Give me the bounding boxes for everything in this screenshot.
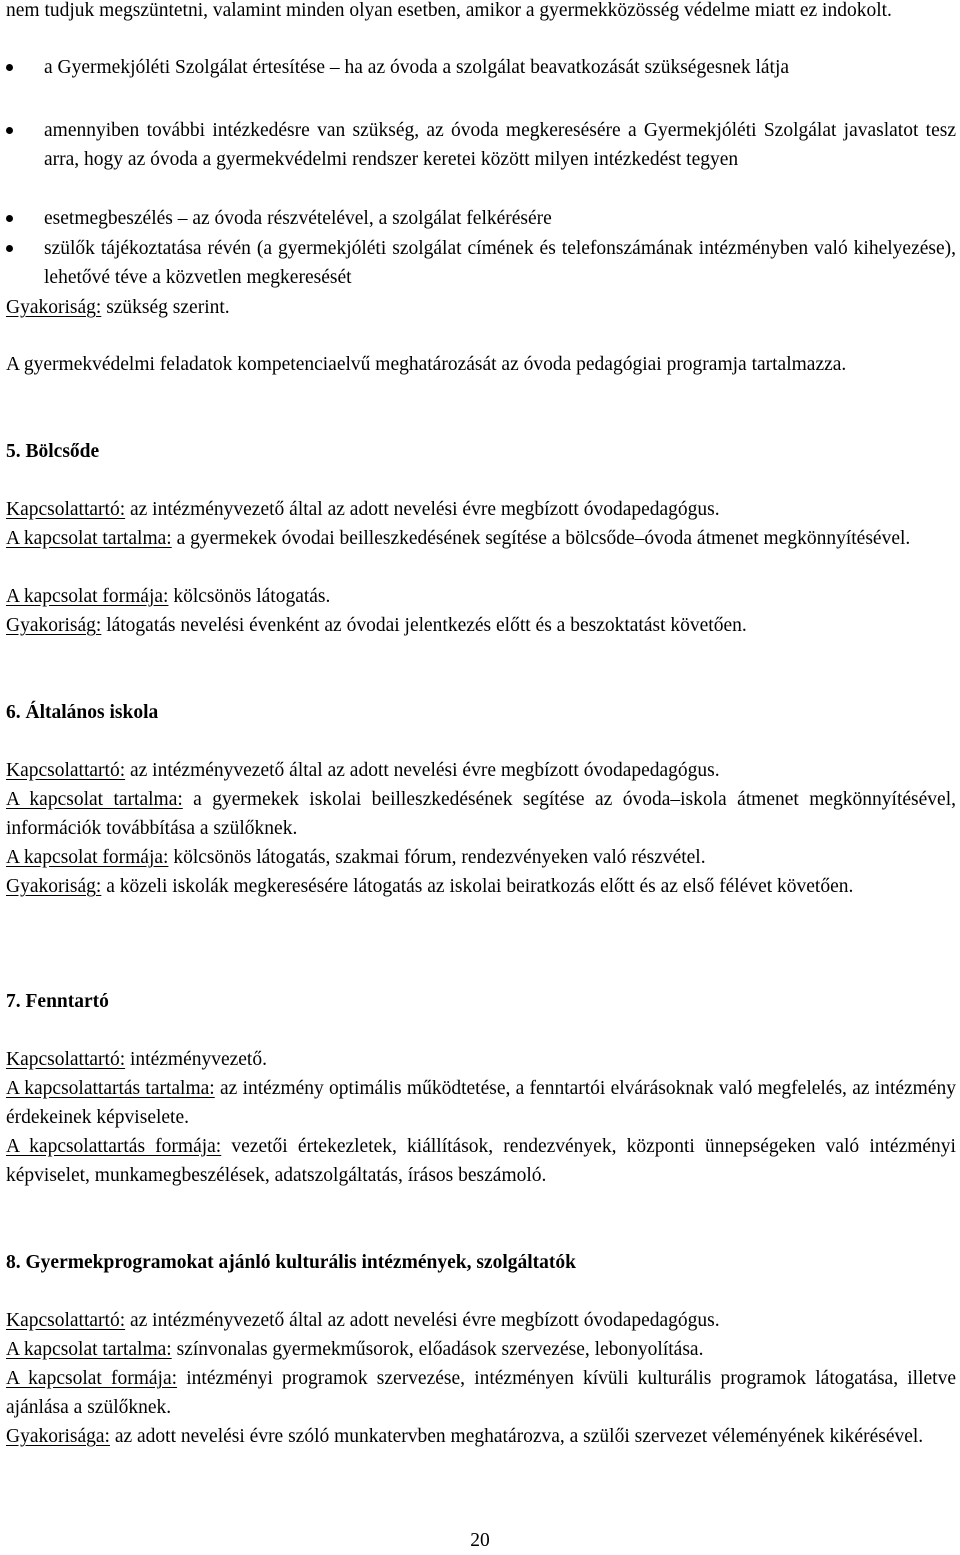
frequency-label: Gyakoriság: [6,876,102,897]
form-line [6,582,956,611]
frequency-line [6,872,956,901]
form-line [6,1132,956,1190]
section-heading-altalanos-iskola: 6. Általános iskola [6,702,159,723]
intro-paragraph: nem tudjuk megszüntetni, valamint minden olyan esetben, amikor a gyermekközösség védelme miatt ez indokolt. [6,0,892,21]
contact-text: az intézményvezető által az adott nevelési évre megbízott óvodapedagógus. [125,1310,720,1331]
bullet-dot [6,215,13,222]
contact-label: Kapcsolattartó: [6,499,126,520]
form-label: A kapcsolat formája: [6,847,169,868]
contact-line [6,495,956,524]
contact-text: intézményvezető. [125,1049,267,1070]
child-protection-paragraph: A gyermekvédelmi feladatok kompetenciaelvű meghatározását az óvoda pedagógiai programja tartalmazza. [6,354,847,375]
content-line [6,524,956,553]
bullet-item [44,234,956,292]
frequency-label: Gyakorisága: [6,1426,110,1447]
content-line [6,1074,956,1132]
bullet-item [44,204,956,233]
frequency-text: szükség szerint. [101,297,230,318]
frequency-label: Gyakoriság: [6,297,102,318]
bullet-dot [6,64,13,71]
form-text: kölcsönös látogatás, szakmai fórum, rendezvényeken való részvétel. [168,847,706,868]
contact-line [6,756,956,785]
contact-text: az intézményvezető által az adott nevelési évre megbízott óvodapedagógus. [125,760,720,781]
form-text: intézményi programok szervezése, intézményen kívüli kulturális programok látogatása, illetve ajánlása a szülőknek. [6,1368,956,1418]
frequency-text: az adott nevelési évre szóló munkatervben meghatározva, a szülői szervezet véleményének kikérésével. [109,1426,924,1447]
section-heading-fenntarto: 7. Fenntartó [6,991,109,1012]
page-number: 20 [470,1530,490,1551]
content-label: A kapcsolattartás tartalma: [6,1078,215,1099]
content-line [6,1335,956,1364]
content-label: A kapcsolat tartalma: [6,528,172,549]
content-line [6,785,956,843]
content-text: a gyermekek iskolai beilleszkedésének segítése az óvoda–iskola átmenet megkönnyítésével, információk továbbítása a szülőknek. [6,789,956,839]
form-label: A kapcsolat formája: [6,586,169,607]
content-label: A kapcsolat tartalma: [6,789,183,810]
content-text: a gyermekek óvodai beilleszkedésének segítése a bölcsőde–óvoda átmenet megkönnyítésével. [171,528,911,549]
content-label: A kapcsolat tartalma: [6,1339,172,1360]
bullet-text: amennyiben további intézkedésre van szükség, az óvoda megkeresésére a Gyermekjóléti Szolgálat javaslatot tesz arra, hogy az óvoda a gyermekvédelmi rendszer keretei között milyen intézkedést tegyen [44,120,956,170]
bullet-text: szülők tájékoztatása révén (a gyermekjóléti szolgálat címének és telefonszámának intézményben való kihelyezése), lehetővé téve a közvetlen megkeresését [44,238,956,288]
frequency-line [6,293,956,322]
bullet-dot [6,245,13,252]
bullet-dot [6,127,13,134]
bullet-text: esetmegbeszélés – az óvoda részvételével, a szolgálat felkérésére [44,208,552,229]
form-text: kölcsönös látogatás. [168,586,331,607]
frequency-text: látogatás nevelési évenként az óvodai jelentkezés előtt és a beszoktatást követően. [101,615,747,636]
frequency-label: Gyakoriság: [6,615,102,636]
contact-line [6,1045,956,1074]
bullet-item [44,53,956,82]
form-line [6,843,956,872]
frequency-line [6,1422,956,1451]
frequency-text: a közeli iskolák megkeresésére látogatás az iskolai beiratkozás előtt és az első félévet követően. [101,876,854,897]
contact-text: az intézményvezető által az adott nevelési évre megbízott óvodapedagógus. [125,499,720,520]
contact-label: Kapcsolattartó: [6,760,126,781]
content-text: színvonalas gyermekműsorok, előadások szervezése, lebonyolítása. [171,1339,704,1360]
frequency-line [6,611,956,640]
form-label: A kapcsolat formája: [6,1368,178,1389]
form-text: vezetői értekezletek, kiállítások, rendezvények, központi ünnepségeken való intézményi képviselet, munkamegbeszélések, adatszolgáltatás, írásos beszámoló. [6,1136,956,1186]
contact-label: Kapcsolattartó: [6,1310,126,1331]
form-line [6,1364,956,1422]
section-heading-kulturalis-intezmenyek: 8. Gyermekprogramokat ajánló kulturális intézmények, szolgáltatók [6,1252,576,1273]
contact-line [6,1306,956,1335]
form-label: A kapcsolattartás formája: [6,1136,222,1157]
bullet-text: a Gyermekjóléti Szolgálat értesítése – ha az óvoda a szolgálat beavatkozását szükségesnek látja [44,57,790,78]
bullet-item [44,116,956,174]
section-heading-bolcsode: 5. Bölcsőde [6,441,100,462]
contact-label: Kapcsolattartó: [6,1049,126,1070]
content-text: az intézmény optimális működtetése, a fenntartói elvárásoknak való megfelelés, az intézmény érdekeinek képviselete. [6,1078,956,1128]
